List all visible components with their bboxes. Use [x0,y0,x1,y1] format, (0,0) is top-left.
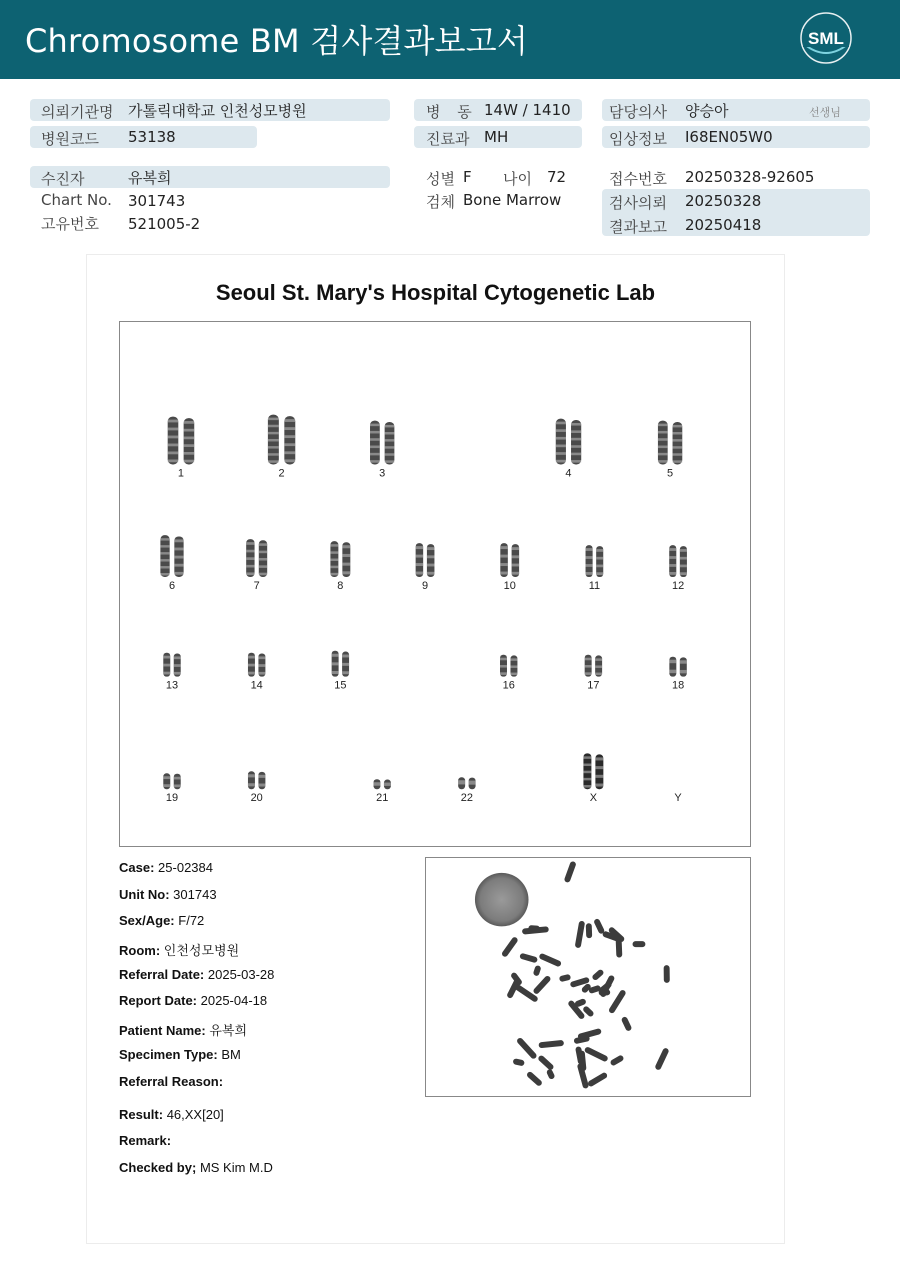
room-line: Room: 인천성모병원 [119,943,240,958]
metaphase-chromosome [609,1054,624,1066]
patient-name-line: Patient Name: 유복희 [119,1023,248,1038]
chromosome-pair-4 [556,419,581,465]
chromosome-pair-20 [248,771,265,789]
metaphase-chromosome [654,1047,669,1071]
institution-label: 의뢰기관명 [41,103,114,121]
chromosome-pair-8 [330,541,350,577]
referral-date-value: 2025-03-28 [207,967,275,982]
chromosome-label-15: 15 [334,679,347,692]
chart-value: 301743 [128,192,186,210]
unique-value: 521005-2 [128,215,201,233]
karyogram-panel [119,321,751,847]
metaphase-chromosome [501,936,519,958]
metaphase-chromosome [537,1054,555,1071]
institution-value: 가톨릭대학교 인천성모병원 [128,102,307,120]
sex-value: F [463,168,472,186]
age-value: 72 [547,168,567,186]
metaphase-chromosome [621,1016,633,1032]
checked-value: MS Kim M.D [199,1160,273,1175]
metaphase-chromosome [586,923,592,938]
chromosome-label-6: 6 [168,579,176,592]
metaphase-chromosome [516,1037,538,1060]
chromosome-pair-18 [669,657,686,677]
receipt-value: 20250328-92605 [685,168,815,186]
karyogram-image [120,322,750,846]
department-label: 진료과 [426,130,470,148]
metaphase-chromosome [538,953,562,968]
unit-line: Unit No: 301743 [119,887,217,902]
doctor-suffix: 선생님 [809,106,841,119]
sexage-line: Sex/Age: F/72 [119,913,205,928]
metaphase-chromosome [593,918,605,935]
chromosome-label-X: X [589,792,598,805]
report-date-line: Report Date: 2025-04-18 [119,993,268,1008]
referral-reason-line: Referral Reason: [119,1074,224,1089]
chromosome-pair-7 [246,539,267,577]
chromosome-pair-5 [658,421,682,465]
chromosome-pair-9 [416,543,435,577]
clinical-label: 임상정보 [609,130,667,148]
metaphase-chromosome [599,989,611,995]
chromosome-label-12: 12 [671,579,685,592]
metaphase-chromosome [559,974,571,982]
chromosome-label-11: 11 [588,579,601,592]
chromosome-pair-17 [585,655,602,677]
metaphase-chromosome [633,941,646,947]
report-date-value: 2025-04-18 [200,993,268,1008]
chromosome-pair-10 [500,543,519,577]
chromosome-label-3: 3 [379,467,386,480]
result-line: Result: 46,XX[20] [119,1107,224,1122]
metaphase-chromosome [526,1071,543,1087]
chromosome-label-19: 19 [165,792,179,805]
request-value: 20250328 [685,192,762,210]
doctor-value: 양승아 [685,102,729,120]
metaphase-chromosome [584,1046,609,1062]
chromosome-label-18: 18 [671,679,685,692]
chromosome-pair-3 [370,421,394,465]
metaphase-chromosome [512,1058,524,1066]
specimen-type-value: BM [221,1047,241,1062]
chromosome-pair-19 [163,773,180,789]
chromosome-label-21: 21 [376,792,389,805]
case-line: Case: 25-02384 [119,860,213,875]
metaphase-image [426,858,750,1096]
chromosome-label-7: 7 [253,579,260,592]
chromosome-pair-X [583,753,603,789]
hospital-code-label: 병원코드 [41,130,99,148]
chromosome-pair-12 [669,545,687,577]
page-title: Chromosome BM 검사결과보고서 [25,22,529,60]
chromosome-pair-6 [160,535,183,577]
chromosome-label-22: 22 [460,792,473,805]
metaphase-chromosome [577,1063,589,1089]
chromosome-pair-11 [586,545,604,577]
ward-label: 병 동 [426,103,478,121]
chromosome-label-5: 5 [667,467,674,480]
chromosome-label-13: 13 [165,679,179,692]
specimen-value: Bone Marrow [463,191,562,209]
chromosome-label-1: 1 [177,467,185,480]
case-value: 25-02384 [158,860,213,875]
metaphase-chromosome [587,1072,608,1088]
unique-label: 고유번호 [41,215,99,233]
logo-text: SML [808,29,844,48]
metaphase-chromosome [564,861,577,884]
metaphase-chromosome [519,953,538,964]
lab-title: Seoul St. Mary's Hospital Cytogenetic Lab [215,280,656,305]
chromosome-pair-14 [248,653,265,677]
chromosome-pair-21 [373,779,390,789]
sml-logo-icon [798,10,854,66]
chromosome-label-2: 2 [278,467,285,480]
chromosome-pair-13 [163,653,180,677]
department-value: MH [484,128,509,146]
referral-date-line: Referral Date: 2025-03-28 [119,967,275,982]
chromosome-pair-22 [458,777,475,789]
metaphase-chromosome [538,1040,564,1048]
chromosome-label-4: 4 [565,467,572,480]
age-label: 나이 [503,170,532,188]
specimen-type-line: Specimen Type: BM [119,1047,241,1062]
remark-line: Remark: [119,1133,172,1148]
unit-value: 301743 [173,887,217,902]
metaphase-panel [425,857,751,1097]
metaphase-chromosome [528,925,540,932]
result-value: 46,XX[20] [166,1107,224,1122]
chromosome-label-8: 8 [337,579,344,592]
chart-label: Chart No. [41,191,112,209]
metaphase-chromosome [532,975,551,995]
patient-name-value: 유복희 [209,1023,248,1038]
chromosome-label-17: 17 [587,679,600,692]
chromosome-label-16: 16 [502,679,515,692]
receipt-label: 접수번호 [609,170,667,188]
patient-label: 수진자 [41,170,85,188]
report-label: 결과보고 [609,218,667,236]
chromosome-label-14: 14 [250,679,263,692]
hospital-code-value: 53138 [128,128,176,146]
patient-value: 유복희 [128,169,172,187]
metaphase-chromosome [664,965,670,983]
metaphase-chromosome [533,965,542,977]
chromosome-pair-2 [268,415,295,465]
chromosome-label-9: 9 [421,579,429,592]
metaphase-chromosome [591,968,604,981]
chromosome-label-Y: Y [674,792,682,805]
room-value: 인천성모병원 [163,943,240,958]
checked-line: Checked by; MS Kim M.D [119,1160,273,1175]
interphase-nucleus [475,873,529,927]
chromosome-pair-1 [168,417,195,465]
chromosome-label-20: 20 [250,792,263,805]
clinical-value: I68EN05W0 [685,128,773,146]
ward-value: 14W / 1410 [484,101,571,119]
sexage-value: F/72 [178,913,205,928]
metaphase-chromosome [608,989,627,1014]
metaphase-chromosome [546,1068,556,1080]
metaphase-chromosome [575,920,586,948]
report-header [0,0,900,79]
chromosome-pair-15 [332,651,349,677]
sex-label: 성별 [426,170,455,188]
chromosome-pair-16 [500,655,517,677]
chromosome-label-10: 10 [503,579,516,592]
request-label: 검사의뢰 [609,194,667,212]
specimen-label: 검체 [426,193,455,211]
report-value: 20250418 [685,216,762,234]
doctor-label: 담당의사 [609,103,667,121]
